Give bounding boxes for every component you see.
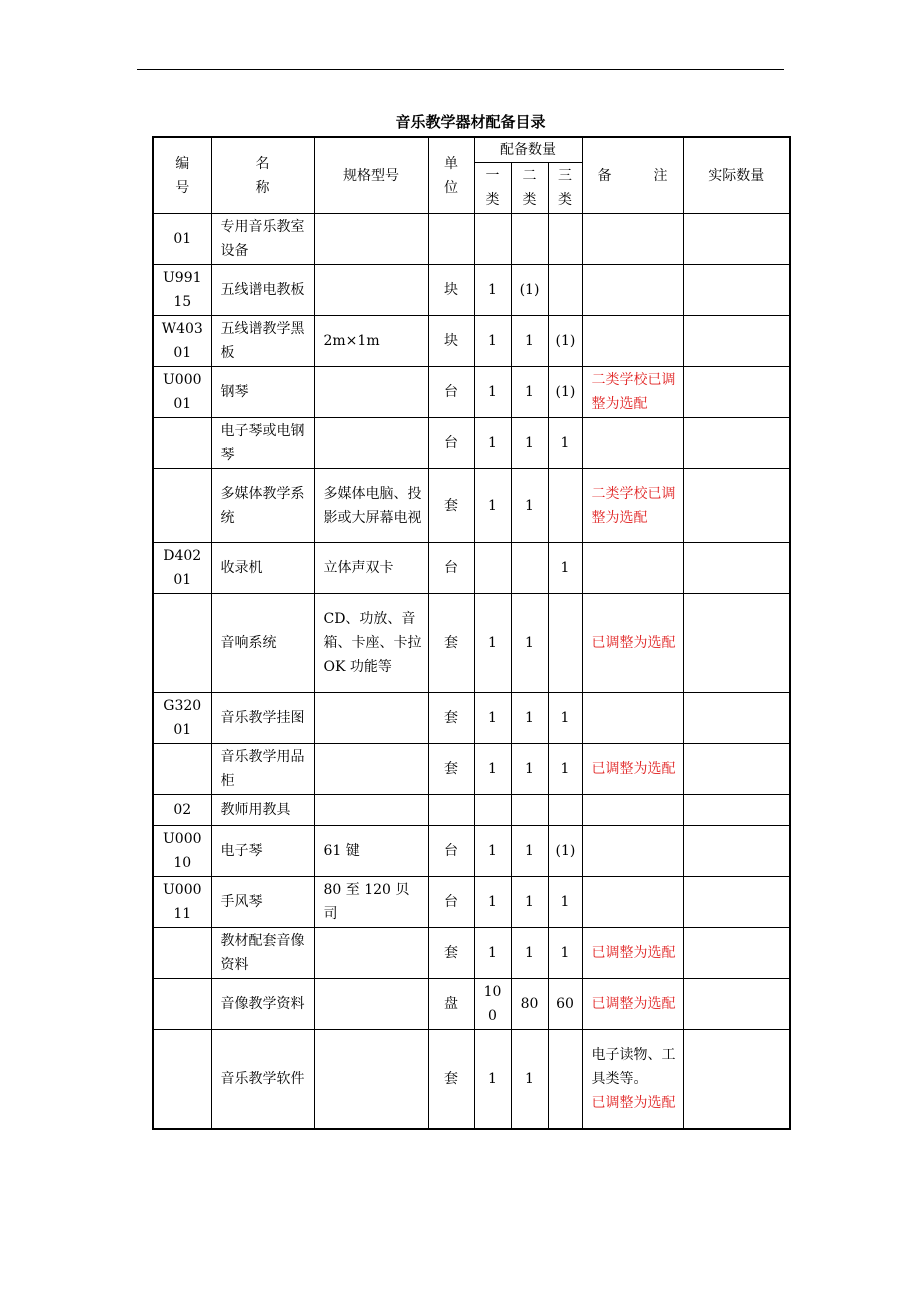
item-unit: [428, 877, 474, 928]
item-name-text: 教师用教具: [220, 802, 291, 818]
table-row: [153, 265, 790, 316]
item-id: [153, 877, 211, 928]
item-qty-3-text: 1: [560, 945, 570, 961]
item-qty-3-text: (1): [555, 384, 576, 400]
item-spec: [314, 795, 428, 826]
item-qty-1-text: 1: [488, 945, 497, 961]
item-name: [211, 1030, 314, 1129]
item-qty-1-text: 1: [488, 1070, 497, 1087]
item-unit: [428, 1030, 474, 1129]
item-qty-2: [511, 877, 548, 928]
item-id: [153, 693, 211, 744]
header-qty-1: 一 类: [474, 163, 511, 214]
header-id: 编 号: [153, 137, 211, 214]
item-qty-1: [474, 928, 511, 979]
item-qty-1-text: 1: [488, 894, 497, 910]
item-name: [211, 744, 314, 795]
item-remark: [582, 214, 683, 265]
item-qty-2: [511, 594, 548, 693]
item-remark: [582, 744, 683, 795]
item-name: [211, 214, 314, 265]
item-qty-3-text: 1: [560, 894, 570, 910]
item-name: [211, 928, 314, 979]
item-name: [211, 979, 314, 1030]
item-qty-1-text: 100: [483, 984, 502, 1024]
item-qty-1: [474, 877, 511, 928]
item-unit-text: 套: [444, 497, 458, 514]
item-name-text: 手风琴: [220, 894, 263, 910]
equipment-table: [152, 136, 791, 1130]
item-qty-1-text: 1: [488, 761, 497, 777]
item-unit-text: 套: [444, 635, 458, 651]
item-actual-qty: [683, 826, 790, 877]
item-qty-2: [511, 744, 548, 795]
item-qty-3: [548, 316, 582, 367]
item-qty-2: [511, 418, 548, 469]
item-id-text: W40301: [161, 321, 203, 361]
item-spec-text: 61 键: [323, 843, 360, 859]
item-remark: [582, 543, 683, 594]
table-row: [153, 744, 790, 795]
item-id: [153, 418, 211, 469]
item-qty-3-text: 1: [560, 435, 570, 451]
item-qty-3: [548, 469, 582, 543]
item-qty-2-text: 1: [525, 497, 534, 514]
item-spec: [314, 744, 428, 795]
item-qty-1-text: 1: [488, 435, 497, 451]
header-name: 名 称: [211, 137, 314, 214]
header-qty: 配备数量: [474, 137, 582, 163]
item-name-text: 音像教学资料: [220, 996, 305, 1012]
item-actual-qty: [683, 316, 790, 367]
item-id: [153, 1030, 211, 1129]
table-row: [153, 1030, 790, 1129]
item-qty-1-text: 1: [488, 384, 497, 400]
item-id-text: D40201: [163, 548, 202, 588]
item-qty-3: [548, 594, 582, 693]
item-spec-text: 立体声双卡: [323, 560, 394, 576]
item-qty-1-text: 1: [488, 635, 497, 651]
item-qty-3: [548, 418, 582, 469]
header-qty-3: 三 类: [548, 163, 582, 214]
item-qty-2-text: 1: [525, 843, 534, 859]
item-unit-text: 套: [444, 710, 458, 726]
item-remark-highlight: 已调整为选配: [591, 635, 676, 651]
item-remark-highlight: 已调整为选配: [591, 996, 676, 1012]
item-id-text: 02: [173, 802, 192, 818]
item-qty-2-text: 80: [520, 996, 539, 1012]
table-row: [153, 877, 790, 928]
item-spec: [314, 543, 428, 594]
table-row: [153, 367, 790, 418]
item-id-text: 01: [173, 231, 192, 247]
item-qty-2-text: 1: [525, 710, 534, 726]
item-qty-2-text: (1): [519, 282, 540, 298]
item-spec: [314, 1030, 428, 1129]
item-id-text: G32001: [163, 698, 202, 738]
item-name-text: 收录机: [220, 560, 263, 576]
item-spec: [314, 928, 428, 979]
item-name: [211, 469, 314, 543]
table-row: [153, 928, 790, 979]
item-actual-qty: [683, 1030, 790, 1129]
item-qty-3: [548, 1030, 582, 1129]
item-spec: [314, 367, 428, 418]
item-remark-highlight: 已调整为选配: [591, 945, 676, 961]
header-rule: [137, 69, 784, 70]
item-unit-text: 台: [444, 894, 458, 910]
table-row: [153, 543, 790, 594]
item-name: [211, 316, 314, 367]
item-qty-1: [474, 795, 511, 826]
item-actual-qty: [683, 265, 790, 316]
item-name-text: 电子琴或电钢琴: [220, 423, 305, 463]
item-unit-text: 套: [444, 761, 458, 777]
item-qty-1-text: 1: [488, 333, 497, 349]
item-unit: [428, 744, 474, 795]
item-spec-text: CD、功放、音箱、卡座、卡拉 OK 功能等: [323, 611, 422, 675]
item-actual-qty: [683, 418, 790, 469]
item-remark-highlight: 二类学校已调整为选配: [591, 485, 676, 526]
item-actual-qty: [683, 877, 790, 928]
item-qty-1-text: 1: [488, 282, 497, 298]
item-actual-qty: [683, 795, 790, 826]
table-row: [153, 214, 790, 265]
item-name-text: 音乐教学挂图: [220, 710, 305, 726]
item-name-text: 音乐教学用品柜: [220, 749, 305, 789]
item-qty-2: [511, 928, 548, 979]
item-qty-1: [474, 367, 511, 418]
item-qty-2: [511, 979, 548, 1030]
item-qty-3: [548, 979, 582, 1030]
item-remark: [582, 928, 683, 979]
header-qty-2: 二 类: [511, 163, 548, 214]
table-row: [153, 979, 790, 1030]
item-qty-2: [511, 543, 548, 594]
item-qty-3: [548, 744, 582, 795]
item-id: [153, 594, 211, 693]
item-qty-2: [511, 826, 548, 877]
item-remark: [582, 979, 683, 1030]
item-name-text: 电子琴: [220, 843, 263, 859]
item-name: [211, 367, 314, 418]
item-id: [153, 979, 211, 1030]
item-qty-1: [474, 543, 511, 594]
item-name-text: 多媒体教学系统: [220, 485, 305, 526]
item-actual-qty: [683, 693, 790, 744]
table-row: [153, 826, 790, 877]
table-row: [153, 316, 790, 367]
item-spec-text: 2m×1m: [323, 333, 380, 349]
item-qty-1: [474, 316, 511, 367]
item-qty-3-text: (1): [555, 843, 576, 859]
item-unit: [428, 265, 474, 316]
item-unit: [428, 979, 474, 1030]
item-unit: [428, 928, 474, 979]
item-qty-1: [474, 265, 511, 316]
item-actual-qty: [683, 928, 790, 979]
item-qty-2: [511, 214, 548, 265]
header-unit: 单 位: [428, 137, 474, 214]
item-actual-qty: [683, 214, 790, 265]
item-spec-text: 80 至 120 贝司: [323, 882, 410, 922]
item-name: [211, 265, 314, 316]
item-remark: [582, 877, 683, 928]
item-name-text: 音乐教学软件: [220, 1070, 305, 1087]
item-qty-1: [474, 594, 511, 693]
item-qty-2: [511, 795, 548, 826]
table-row: [153, 469, 790, 543]
item-unit: [428, 826, 474, 877]
item-qty-3: [548, 543, 582, 594]
item-qty-1-text: 1: [488, 843, 497, 859]
item-actual-qty: [683, 469, 790, 543]
item-name: [211, 543, 314, 594]
header-actual: 实际数量: [683, 137, 790, 214]
item-name: [211, 795, 314, 826]
item-spec: [314, 594, 428, 693]
item-spec: [314, 693, 428, 744]
item-qty-2: [511, 1030, 548, 1129]
item-qty-3: [548, 877, 582, 928]
item-unit-text: 套: [444, 945, 458, 961]
item-remark-highlight: 已调整为选配: [591, 761, 676, 777]
item-qty-3: [548, 265, 582, 316]
item-actual-qty: [683, 594, 790, 693]
item-qty-1: [474, 979, 511, 1030]
item-id: [153, 928, 211, 979]
item-remark: [582, 418, 683, 469]
item-id: [153, 826, 211, 877]
item-id: [153, 469, 211, 543]
item-spec-text: 多媒体电脑、投影或大屏幕电视: [323, 485, 422, 526]
item-id-text: U00011: [162, 882, 202, 922]
item-unit: [428, 543, 474, 594]
item-id: [153, 214, 211, 265]
item-unit: [428, 594, 474, 693]
item-remark: [582, 469, 683, 543]
item-spec: [314, 316, 428, 367]
item-qty-1: [474, 418, 511, 469]
item-qty-2-text: 1: [525, 435, 534, 451]
item-qty-3: [548, 826, 582, 877]
item-id: [153, 367, 211, 418]
item-name-text: 教材配套音像资料: [220, 933, 305, 973]
item-unit-text: 块: [444, 333, 458, 349]
item-qty-2-text: 1: [525, 894, 534, 910]
item-id: [153, 744, 211, 795]
item-remark-text: 电子读物、工具类等。: [591, 1046, 676, 1087]
document-title: 音乐教学器材配备目录: [395, 113, 546, 131]
item-qty-2: [511, 367, 548, 418]
table-row: [153, 795, 790, 826]
item-name: [211, 877, 314, 928]
item-actual-qty: [683, 744, 790, 795]
item-qty-3-text: 1: [560, 761, 570, 777]
item-qty-2-text: 1: [525, 635, 534, 651]
item-name-text: 五线谱教学黑板: [220, 321, 305, 361]
item-unit: [428, 795, 474, 826]
item-name-text: 音响系统: [220, 635, 277, 651]
item-unit: [428, 316, 474, 367]
item-spec: [314, 979, 428, 1030]
item-spec: [314, 418, 428, 469]
item-qty-3-text: 1: [560, 710, 570, 726]
table-row: [153, 594, 790, 693]
item-actual-qty: [683, 543, 790, 594]
item-remark: [582, 265, 683, 316]
item-qty-2-text: 1: [525, 945, 534, 961]
item-qty-3: [548, 795, 582, 826]
item-remark: [582, 594, 683, 693]
item-remark-highlight: 二类学校已调整为选配: [591, 372, 676, 412]
item-qty-1: [474, 214, 511, 265]
item-unit: [428, 214, 474, 265]
item-qty-1: [474, 469, 511, 543]
item-spec: [314, 469, 428, 543]
item-remark: [582, 316, 683, 367]
item-qty-2: [511, 316, 548, 367]
item-remark: [582, 826, 683, 877]
item-spec: [314, 877, 428, 928]
item-unit-text: 台: [444, 435, 458, 451]
item-qty-1: [474, 1030, 511, 1129]
item-unit-text: 盘: [444, 996, 458, 1012]
item-qty-1-text: 1: [488, 497, 497, 514]
item-qty-1: [474, 744, 511, 795]
item-name-text: 专用音乐教室设备: [220, 219, 305, 259]
item-actual-qty: [683, 367, 790, 418]
item-name-text: 钢琴: [220, 384, 249, 400]
item-remark-highlight: 已调整为选配: [591, 1094, 676, 1111]
item-name-text: 五线谱电教板: [220, 282, 305, 298]
item-qty-2-text: 1: [525, 1070, 534, 1087]
item-qty-1: [474, 826, 511, 877]
item-unit-text: 台: [444, 560, 458, 576]
item-qty-2: [511, 265, 548, 316]
item-id: [153, 543, 211, 594]
item-unit: [428, 469, 474, 543]
item-name: [211, 826, 314, 877]
item-qty-2-text: 1: [525, 761, 534, 777]
header-spec: 规格型号: [314, 137, 428, 214]
item-unit-text: 块: [444, 282, 458, 298]
item-qty-3-text: (1): [555, 333, 576, 349]
item-qty-3-text: 1: [560, 560, 570, 576]
item-remark: [582, 367, 683, 418]
table-row: [153, 693, 790, 744]
item-unit-text: 套: [444, 1070, 458, 1087]
item-unit-text: 台: [444, 384, 458, 400]
item-qty-3: [548, 928, 582, 979]
item-qty-2: [511, 693, 548, 744]
item-id: [153, 265, 211, 316]
item-qty-2: [511, 469, 548, 543]
item-remark: [582, 693, 683, 744]
item-qty-3: [548, 367, 582, 418]
item-qty-3: [548, 693, 582, 744]
item-remark: [582, 795, 683, 826]
item-name: [211, 418, 314, 469]
item-id-text: U00001: [162, 372, 202, 412]
item-qty-1: [474, 693, 511, 744]
header-remark: 备 注: [582, 137, 683, 214]
item-remark: [582, 1030, 683, 1129]
item-unit: [428, 693, 474, 744]
item-id-text: U00010: [162, 831, 202, 871]
item-qty-3: [548, 214, 582, 265]
item-unit: [428, 367, 474, 418]
item-qty-3-text: 60: [556, 996, 574, 1012]
item-qty-2-text: 1: [525, 333, 534, 349]
item-spec: [314, 826, 428, 877]
item-qty-1-text: 1: [488, 710, 497, 726]
item-id-text: U99115: [162, 270, 202, 310]
item-id: [153, 795, 211, 826]
item-actual-qty: [683, 979, 790, 1030]
table-row: [153, 418, 790, 469]
item-name: [211, 594, 314, 693]
item-spec: [314, 265, 428, 316]
item-unit: [428, 418, 474, 469]
item-name: [211, 693, 314, 744]
item-qty-2-text: 1: [525, 384, 534, 400]
item-id: [153, 316, 211, 367]
item-spec: [314, 214, 428, 265]
item-unit-text: 台: [444, 843, 458, 859]
